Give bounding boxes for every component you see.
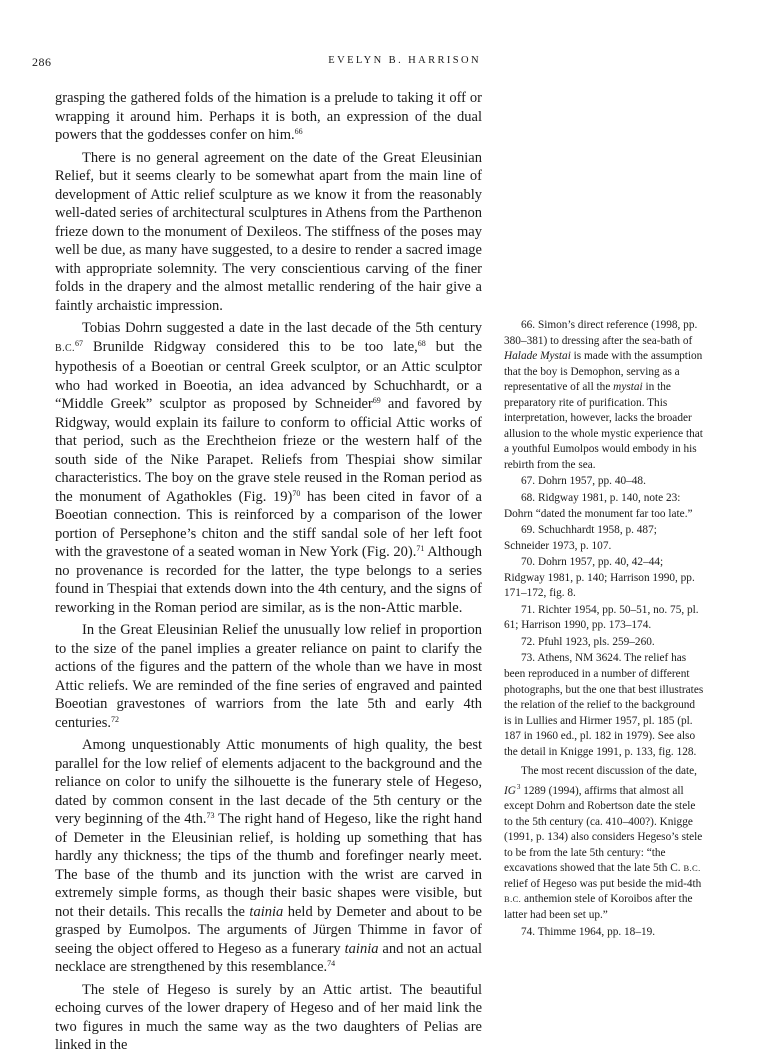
page-number: 286 [32, 55, 52, 69]
footnote-73: 73. Athens, NM 3624. The relief has been reproduced in a number of different photographs, but the one that best illustrates the relation of the relief to the background is in Lullies and Hirmer 1957, pl. 185 (pl. 187 in 1960 ed., pl. 182 in 1979). See also the detail in Knigge 1991, p. 133, fig. 128. [504, 652, 704, 758]
footnote-73-continued: The most recent discussion of the date, IG $^3$ 1289 (1994), affirms that almost all except Dohrn and Robertson date the stele to the 5th century (ca. 410–400?). Knigge (1991, p. 134) also considers Hegeso’s stele to be from the late 5th century: “the excavations showed that the late 5th C. B.C. relief of Hegeso was put beside the mid-4th B.C. anthemion stele of Koroibos after the latter had been set up.” [504, 765, 703, 921]
footnote-71: 71. Richter 1954, pp. 50–51, no. 75, pl. 61; Harrison 1990, pp. 173–174. [504, 603, 699, 632]
footnotes-column [504, 318, 704, 940]
footnote-74: 74. Thimme 1964, pp. 18–19. [521, 925, 656, 938]
running-head: EVELYN B. HARRISON [328, 55, 481, 66]
footnote-ref: 72 [110, 714, 119, 724]
paragraph: grasping the gathered folds of the himation is a prelude to taking it off or wrapping it around him. Perhaps it is both, an expression of the dual powers that the goddesses confer on him.$^{66}$ [55, 90, 482, 143]
paragraph: The stele of Hegeso is surely by an Attic artist. The beautiful echoing curves of the lower drapery of Hegeso and of her maid link the two figures in much the same way as the two daughters of Pelias are linked in the [55, 981, 482, 1053]
footnote-ref: 71 [416, 544, 425, 553]
footnote-72: 72. Pfuhl 1923, pls. 259–260. [521, 635, 655, 648]
footnote-ref: 69 [372, 396, 381, 405]
footnote-ref: 66 [294, 127, 303, 136]
era-abbrev: B.C. [55, 342, 75, 354]
paragraph: In the Great Eleusinian Relief the unusually low relief in proportion to the size of the panel implies a greater reliance on paint to clarify the actions of the figures and the pattern of the whole than we have in most Attic reliefs. We are reminded of the fine series of engraved and painted Boeotian gravestones of warriors from the late 5th and early 4th centuries.$^{72}$ [55, 622, 482, 731]
footnote-ref: 73 [206, 811, 215, 820]
footnote-70: 70. Dohrn 1957, pp. 40, 42–44; Ridgway 1981, p. 140; Harrison 1990, pp. 171–172, fig. 8. [504, 556, 695, 600]
paragraph: There is no general agreement on the date of the Great Eleusinian Relief, but it seems clearly to be somewhat apart from the main line of development of Attic relief sculpture as we know it from the reasonably well-dated series of architectural sculptures in Athens from the Parthenon frieze down to the monument of Dexileos. The stiffness of the poses may well be due, as many have suggested, to a desire to render a sacred image with appropriate solemnity. The very conscientious carving of the finer folds in the drapery and the almost metallic rendering of the hair give a faintly archaistic impression. [55, 149, 482, 314]
footnote-68: 68. Ridgway 1981, p. 140, note 23: Dohrn “dated the monument far too late.” [504, 492, 693, 520]
italic-term: tainia [249, 903, 284, 920]
footnote-67: 67. Dohrn 1957, pp. 40–48. [521, 475, 646, 488]
italic-term: tainia [344, 940, 379, 957]
footnote-66: 66. Simon’s direct reference (1998, pp. 380–381) to dressing after the sea-bath of Halade Mystai is made with the assumption that the boy is Demophon, serving as a representative of all the mystai in the preparatory rite of purification. This interpretation, however, lacks the broader allusion to the whole mystic experience that a youthful Eumolpos would embody in his rebirth from the sea. [504, 319, 703, 471]
main-text-column [55, 89, 482, 1059]
paragraph: Tobias Dohrn suggested a date in the last decade of the 5th century B.C.$^{67}$ Brunilde Ridgway considered this to be too late,$^{68}$ but the hypothesis of a Boeotian or central Greek sculptor, or an Attic sculptor who had worked in Boeotia, an idea advanced by Schuchhardt, or a “Middle Greek” sculptor as proposed by Schneider$^{69}$ and favored by Ridgway, would explain its failure to conform to official Attic works of that period, such as the Erechtheion frieze or the western half of the south side of the Nike Parapet. Reliefs from Thespiai show similar characteristics. The boy on the grave stele reused in the Roman period as the monument of Agathokles (Fig. 19)$^{70}$ has been cited in favor of a Boeotian connection. This is reinforced by a comparison of the lower portion of Persephone’s chiton and the stiff sandal sole of her left foot with the gravestone of a seated woman in New York (Fig. 20).$^{71}$ Although no provenance is recorded for the latter, the type belongs to a series found in Thespiai that extends down into the 4th century, and the signs of reworking in the Roman period are similar, as is the non-Attic marble. [55, 320, 483, 616]
footnote-69: 69. Schuchhardt 1958, p. 487; Schneider 1973, p. 107. [504, 524, 657, 552]
footnote-ref: 70 [292, 488, 301, 498]
footnote-ref: 67 [74, 338, 83, 348]
footnote-ref: 74 [327, 959, 336, 968]
footnote-ref: 68 [417, 338, 426, 348]
paragraph: Among unquestionably Attic monuments of high quality, the best parallel for the low relief of elements adjacent to the background and the reliance on color to unify the silhouette is the funerary stele of Hegeso, dated by common consent in the last decade of the 5th century or the very beginning of the 4th.$^{73}$ The right hand of Hegeso, like the right hand of Demeter in the Eleusinian relief, is holding up something that has hardly any thickness; the tips of the thumb and forefinger nearly meet. The base of the thumb and its junction with the wrist are carved in extremely simple forms, as though their basic shapes were visible, but not their details. This recalls the tainia held by Demeter and about to be grasped by Eumolpos. The arguments of Jürgen Thimme in favor of seeing the object offered to Hegeso as a funerary tainia and not an actual necklace are strengthened by this resemblance.$^{74}$ [55, 737, 483, 975]
